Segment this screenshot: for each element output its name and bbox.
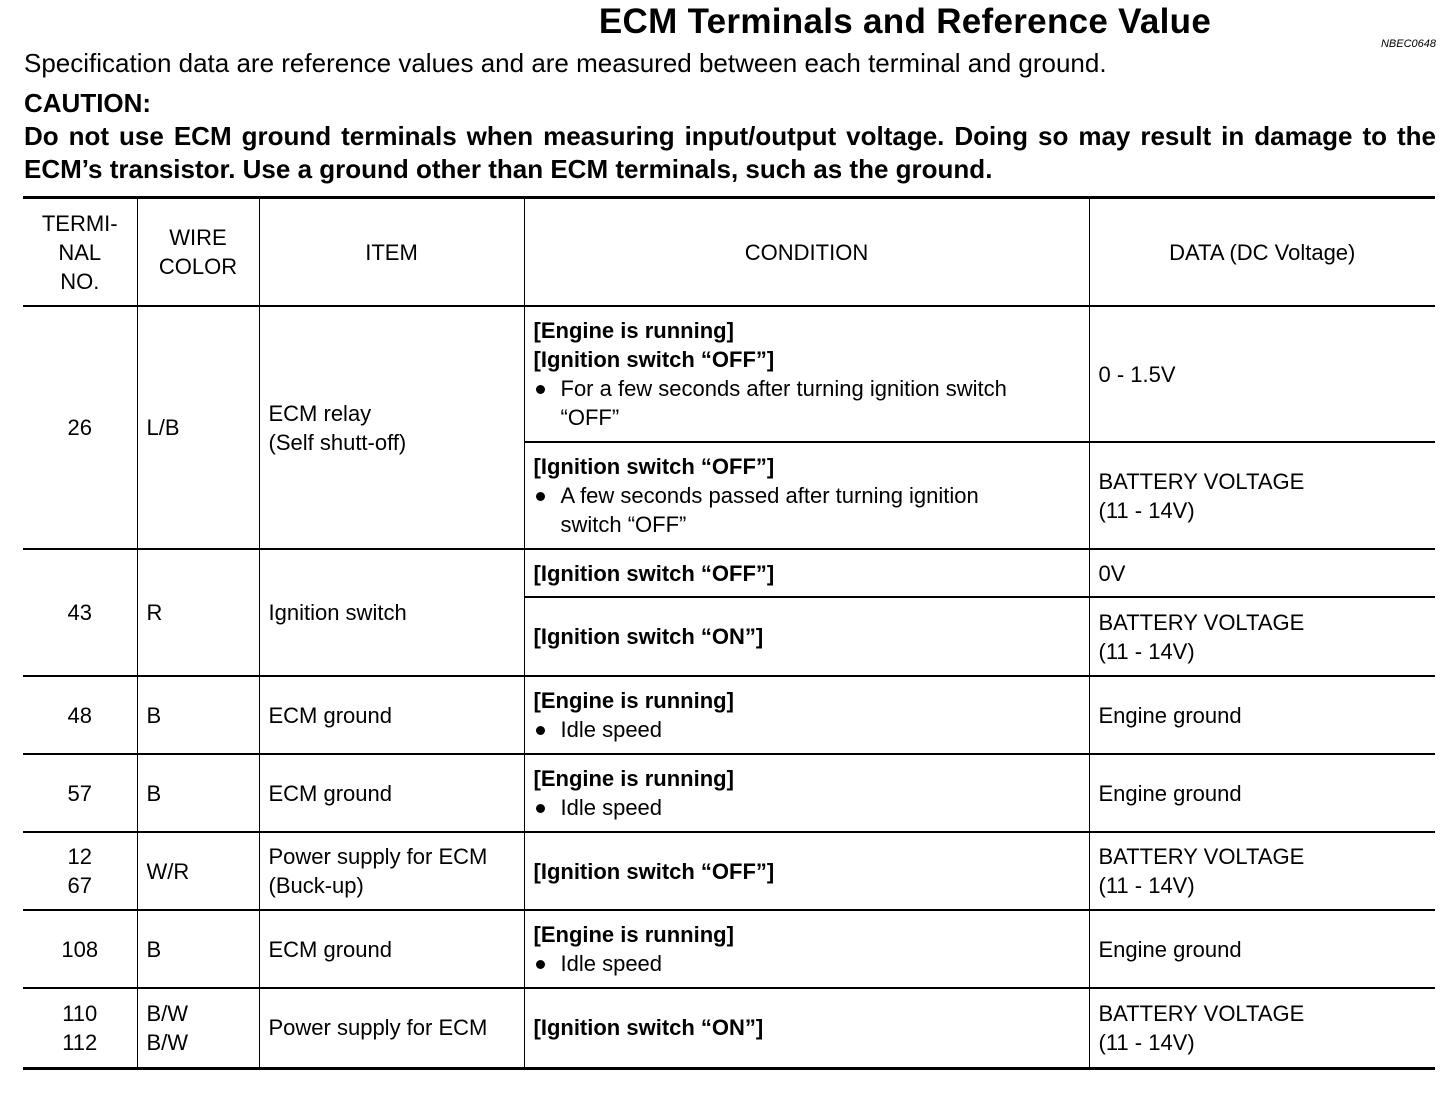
condition-bullet — [534, 949, 1080, 978]
wire-color: B — [137, 754, 259, 832]
condition — [524, 442, 1089, 549]
header-terminal-line: NAL — [58, 239, 102, 265]
condition-bullet — [534, 793, 1080, 822]
header-data: DATA (DC Voltage) — [1089, 198, 1435, 307]
item — [259, 832, 524, 910]
item: ECM ground — [259, 676, 524, 754]
data-value: Engine ground — [1089, 676, 1435, 754]
bullet-icon — [536, 492, 545, 501]
condition-bullet — [534, 481, 1080, 539]
table-row — [23, 754, 1435, 832]
terminal-line: 12 — [67, 844, 92, 869]
bullet-icon — [536, 804, 545, 813]
terminal-no — [23, 832, 137, 910]
condition — [524, 910, 1089, 988]
wire-color: B — [137, 910, 259, 988]
caution-text: Do not use ECM ground terminals when measuring input/output voltage. Doing so may result in damage to the ECM’s transistor. Use a ground other than ECM terminals, such as the ground. — [24, 121, 1436, 184]
item-line: Power supply for ECM — [268, 844, 488, 869]
condition-heading: [Engine is running] — [533, 688, 734, 713]
condition — [524, 676, 1089, 754]
data-line: (11 - 14V) — [1098, 873, 1195, 898]
condition-heading: [Ignition switch “ON”] — [533, 624, 764, 649]
wire-color — [137, 988, 259, 1068]
terminal-no: 43 — [23, 549, 137, 676]
condition-heading: [Engine is running] — [533, 922, 734, 947]
ecm-terminal-table — [23, 196, 1435, 1070]
condition — [524, 306, 1089, 442]
header-wire-color — [137, 198, 259, 307]
header-terminal-line: NO. — [60, 268, 100, 294]
condition-heading: [Ignition switch “ON”] — [533, 1015, 764, 1041]
header-wire-line: COLOR — [158, 254, 238, 279]
header-condition: CONDITION — [524, 198, 1089, 307]
bullet-line: Idle speed — [560, 951, 663, 976]
condition-heading: [Engine is running] — [533, 318, 734, 343]
condition — [524, 754, 1089, 832]
data-line: BATTERY VOLTAGE — [1098, 609, 1305, 635]
condition-bullet — [534, 715, 1080, 744]
item — [259, 306, 524, 549]
bullet-line: For a few seconds after turning ignition switch — [560, 376, 1007, 401]
condition-heading: [Ignition switch “OFF”] — [533, 347, 775, 372]
bullet-line: Idle speed — [560, 795, 663, 820]
bullet-icon — [536, 385, 545, 394]
item: ECM ground — [259, 754, 524, 832]
wire-color: L/B — [137, 306, 259, 549]
data-line: (11 - 14V) — [1098, 1029, 1195, 1055]
data-line: BATTERY VOLTAGE — [1098, 1000, 1305, 1026]
header-item: ITEM — [259, 198, 524, 307]
data-value: 0 - 1.5V — [1089, 306, 1435, 442]
wire-color: R — [137, 549, 259, 676]
item-line: (Self shutt-off) — [268, 429, 407, 455]
condition-heading: [Ignition switch “OFF”] — [533, 560, 775, 586]
header-wire-line: WIRE — [169, 225, 227, 250]
table-row — [23, 306, 1435, 442]
condition — [524, 549, 1089, 597]
condition-bullet — [534, 374, 1080, 432]
item-line: (Buck-up) — [268, 873, 364, 898]
specification-note: Specification data are reference values and are measured between each terminal and ground. — [24, 48, 1107, 78]
table-row — [23, 676, 1435, 754]
table-row — [23, 832, 1435, 910]
data-value — [1089, 442, 1435, 549]
terminal-no: 26 — [23, 306, 137, 549]
data-line: (11 - 14V) — [1098, 497, 1195, 523]
data-value: 0V — [1089, 549, 1435, 597]
condition-heading: [Engine is running] — [533, 766, 734, 791]
item: Ignition switch — [259, 549, 524, 676]
terminal-no: 57 — [23, 754, 137, 832]
data-value — [1089, 832, 1435, 910]
bullet-line: A few seconds passed after turning ignition — [560, 483, 979, 508]
data-line: (11 - 14V) — [1098, 638, 1195, 664]
document-code: NBEC0648 — [1380, 38, 1436, 50]
wire-color: B — [137, 676, 259, 754]
condition — [524, 832, 1089, 910]
item: Power supply for ECM — [259, 988, 524, 1068]
condition — [524, 988, 1089, 1068]
terminal-line: 67 — [67, 873, 92, 898]
caution-label: CAUTION: — [24, 88, 152, 118]
table-row — [23, 549, 1435, 597]
table-header-row — [23, 198, 1435, 307]
bullet-line: Idle speed — [560, 717, 663, 742]
terminal-line: 112 — [62, 1029, 98, 1055]
condition-heading: [Ignition switch “OFF”] — [533, 454, 775, 479]
header-terminal-line: TERMI- — [41, 210, 118, 236]
data-line: BATTERY VOLTAGE — [1098, 844, 1305, 869]
terminal-no: 48 — [23, 676, 137, 754]
page-title: ECM Terminals and Reference Value — [598, 2, 1212, 41]
data-value — [1089, 597, 1435, 676]
item: ECM ground — [259, 910, 524, 988]
terminal-no — [23, 988, 137, 1068]
data-value: Engine ground — [1089, 754, 1435, 832]
wire-line: B/W — [146, 1029, 189, 1055]
wire-color: W/R — [137, 832, 259, 910]
data-value: Engine ground — [1089, 910, 1435, 988]
terminal-line: 110 — [62, 1000, 98, 1026]
bullet-line: switch “OFF” — [560, 512, 687, 537]
wire-line: B/W — [146, 1000, 189, 1026]
terminal-no: 108 — [23, 910, 137, 988]
table-row — [23, 910, 1435, 988]
data-line: BATTERY VOLTAGE — [1098, 468, 1305, 494]
item-line: ECM relay — [268, 400, 372, 426]
bullet-icon — [536, 960, 545, 969]
condition — [524, 597, 1089, 676]
bullet-icon — [536, 726, 545, 735]
data-value — [1089, 988, 1435, 1068]
table-row — [23, 988, 1435, 1068]
header-terminal-no — [23, 198, 137, 307]
bullet-line: “OFF” — [560, 405, 620, 430]
condition-heading: [Ignition switch “OFF”] — [533, 858, 775, 884]
